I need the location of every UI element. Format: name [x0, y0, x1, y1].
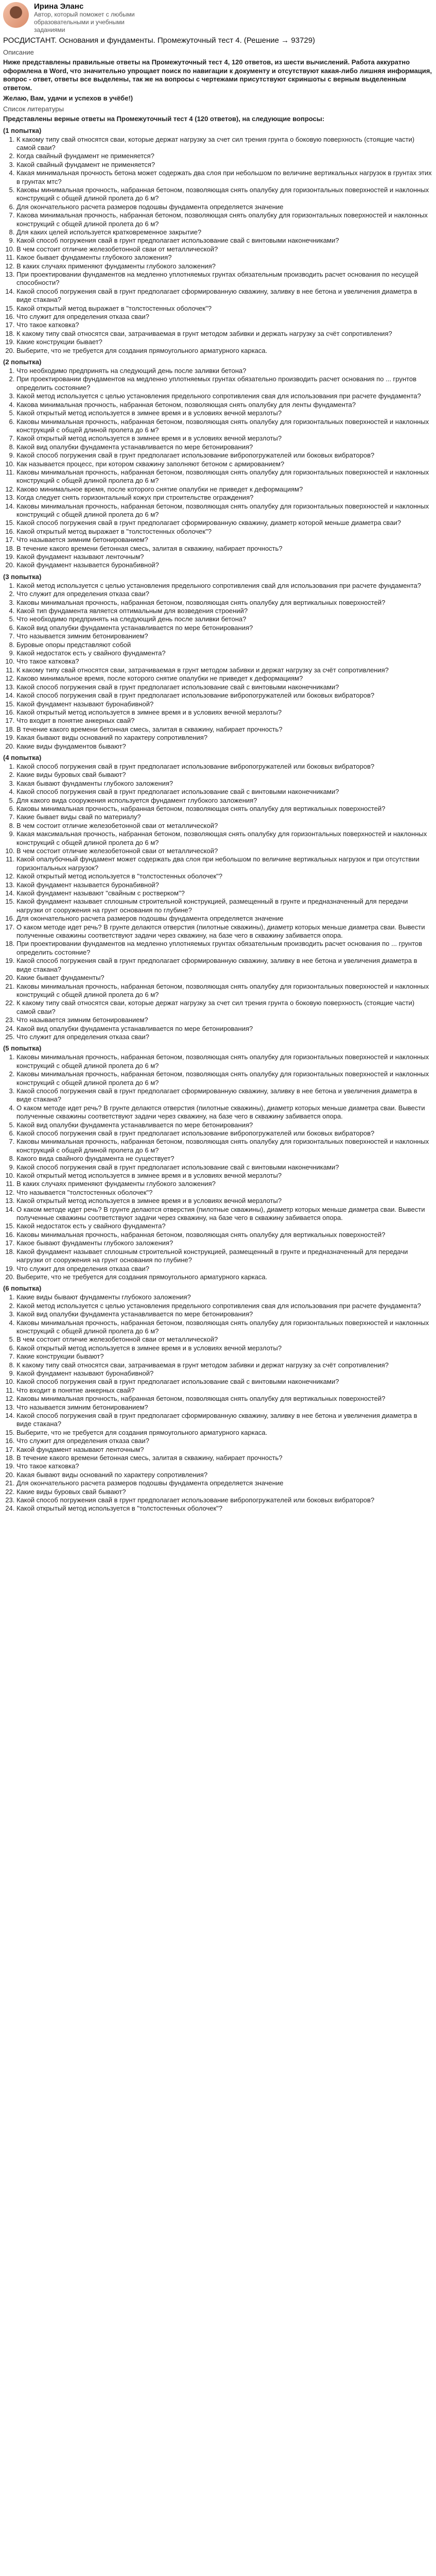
question-item: 13. Какой фундамент называется буронабивной? [16, 881, 433, 889]
question-item: 14. Какой фундамент называют "свайным с ростверком"? [16, 889, 433, 897]
question-item: 3. Какая бывают фундаменты глубокого заложения? [16, 779, 433, 788]
question-item: 2. Что служит для определения отказа сваи? [16, 590, 433, 598]
question-item: 6. Каковы минимальная прочность, набранная бетоном, позволяющая снять опалубку для вертикальных поверхностей? [16, 805, 433, 813]
question-list [3, 762, 433, 1041]
variant-title: (6 попытка) [3, 1284, 42, 1293]
question-item: 21. Для окончательного расчета размеров подошвы фундамента определяется значение [16, 1479, 433, 1487]
question-item: 21. Каковы минимальная прочность, набранная бетоном, позволяющая снять опалубку для горизонтальных поверхностей и наклонных конструкций с общей длиной пролета до 6 м? [16, 982, 433, 999]
question-item: 16. Какой открытый метод используется в зимнее время и в условиях вечной мерзлоты? [16, 708, 433, 717]
question-item: 10. Какой способ погружения свай в грунт предполагает использование свай с винтовыми наконечниками? [16, 1378, 433, 1386]
question-item: 11. Что входит в понятие анкерных свай? [16, 1386, 433, 1395]
question-item: 2. Когда свайный фундамент не применяется? [16, 152, 433, 160]
variant-title: (2 попытка) [3, 358, 42, 366]
question-item: 15. Какой недостаток есть у свайного фундамента? [16, 1222, 433, 1230]
question-item: 19. Что такое катковка? [16, 1462, 433, 1470]
question-item: 22. К какому типу свай относятся сваи, которые держат нагрузку за счет сил трения грунта о боковую поверхность (стоящие части) самой сваи? [16, 999, 433, 1016]
question-list [3, 367, 433, 570]
question-item: 10. В чем состоит отличие железобетонной сваи от металлической? [16, 245, 433, 253]
question-item: 14. Какой способ погружения свай в грунт предполагает сформированную скважину, заливку в нее бетона и увеличения диаметра в виде стакана? [16, 287, 433, 304]
author-avatar[interactable] [3, 2, 29, 28]
question-item: 10. В чем состоит отличие железобетонной сваи от металлической? [16, 847, 433, 855]
question-item: 4. О каком методе идет речь? В грунте делаются отверстия (пилотные скважины), диаметр которых меньше диаметра сваи. Вывести полученные скважины соответствуют задачи через скважину, на базе чего в скважину забивается опора. [16, 1104, 433, 1121]
question-item: 11. Какое бывает фундаменты глубокого заложения? [16, 253, 433, 262]
question-item: 16. Для окончательного расчета размеров подошвы фундамента определяется значение [16, 914, 433, 923]
question-item: 13. Какой способ погружения свай в грунт предполагает использование свай с винтовыми наконечниками? [16, 683, 433, 691]
question-item: 14. Какой способ погружения свай в грунт предполагает сформированную скважину, заливку в нее бетона и увеличения диаметра в виде стакана? [16, 1412, 433, 1429]
question-list [3, 1293, 433, 1513]
question-item: 7. Какие бывает виды свай по материалу? [16, 813, 433, 821]
question-item: 20. Выберите, что не требуется для создания прямоугольного арматурного каркаса. [16, 1273, 433, 1281]
question-item: 12. Каковы минимальная прочность, набранная бетоном, позволяющая снять опалубку для вертикальных поверхностей? [16, 1395, 433, 1403]
question-item: 4. Какой тип фундамента является оптимальным для возведения строений? [16, 607, 433, 615]
question-item: 20. Какой фундамент называется буронабивной? [16, 561, 433, 569]
question-item: 9. Какой способ погружения свай в грунт предполагает использование свай с винтовыми наконечниками? [16, 1163, 433, 1172]
question-item: 11. Какой опалубочный фундамент может содержать два слоя при небольшом по величине вертикальных нагрузок и при отсутствии горизонтальных нагрузок? [16, 855, 433, 872]
author-info [34, 2, 147, 34]
question-item: 2. При проектировании фундаментов на медленно уплотняемых грунтах обязательно производить расчет основания по ... грунтов определить состояние? [16, 375, 433, 392]
author-description: Автор, который поможет с любыми образовательными и учебными заданиями [34, 11, 135, 33]
question-item: 1. К какому типу свай относятся сваи, которые держат нагрузку за счет сил трения грунта о боковую поверхность (стоящие части) самой сваи? [16, 135, 433, 152]
question-item: 18. В течение какого времени бетонная смесь, залитая в скважину, набирает прочность? [16, 1454, 433, 1462]
question-item: 6. Каковы минимальная прочность, набранная бетоном, позволяющая снять опалубку для горизонтальных поверхностей и наклонных конструкций с общей длиной пролета до 6 м? [16, 418, 433, 435]
question-item: 14. Какой способ погружения свай в грунт предполагает использование вибропогружателей или боковых вибраторов? [16, 691, 433, 700]
question-item: 20. Какие бывает фундаменты? [16, 974, 433, 982]
wish-text: Желаю, Вам, удачи и успехов в учёбе!) [3, 94, 133, 102]
question-item: 12. Каково минимальное время, после которого снятие опалубки не приведет к деформациям? [16, 485, 433, 494]
question-item: 24. Какой вид опалубки фундамента устанавливается по мере бетонирования? [16, 1025, 433, 1033]
question-item: 3. Какой вид опалубки фундамента устанавливается по мере бетонирования? [16, 1310, 433, 1318]
question-item: 18. При проектировании фундаментов на медленно уплотняемых грунтах обязательным производить расчет основания по ... грунтов определить состояние? [16, 940, 433, 957]
question-item: 17. Что называется зимним бетонированием? [16, 536, 433, 544]
question-item: 13. Какой открытый метод используется в зимнее время и в условиях вечной мерзлоты? [16, 1197, 433, 1205]
question-item: 2. Какой метод используется с целью установления предельного сопротивления свая для использования при расчете фундамента? [16, 1302, 433, 1310]
question-item: 19. Какой способ погружения свай в грунт предполагает сформированную скважину, заливку в нее бетона и увеличения диаметра в виде стакана? [16, 957, 433, 974]
question-item: 17. Что входит в понятие анкерных свай? [16, 717, 433, 725]
question-item: 8. Буровые опоры представляют собой [16, 641, 433, 649]
variant-title: (5 попытка) [3, 1044, 42, 1053]
question-item: 16. Что служит для определения отказа сваи? [16, 313, 433, 321]
question-item: 6. Для окончательного расчета размеров подошвы фундамента определяется значение [16, 203, 433, 211]
question-item: 6. Какой открытый метод используется в зимнее время и в условиях вечной мерзлоты? [16, 1344, 433, 1352]
question-item: 12. Каково минимальное время, после которого снятие опалубки не приведет к деформациям? [16, 674, 433, 683]
question-item: 11. Каковы минимальная прочность, набранная бетоном, позволяющая снять опалубку для горизонтальных поверхностей и наклонных конструкций с общей длиной пролета до 6 м? [16, 468, 433, 485]
question-item: 24. Какой открытый метод используется в "толстостенных оболочек"? [16, 1504, 433, 1513]
question-item: 10. Какой открытый метод используется в зимнее время и в условиях вечной мерзлоты? [16, 1172, 433, 1180]
question-item: 1. Какой способ погружения свай в грунт предполагает использование вибропогружателей или боковых вибраторов? [16, 762, 433, 771]
question-item: 3. Какой свайный фундамент не применяется? [16, 161, 433, 169]
question-item: 7. Каковы минимальная прочность, набранная бетоном, позволяющая снять опалубку для горизонтальных поверхностей и наклонных конструкций с общей длиной пролета до 6 м? [16, 1138, 433, 1155]
question-item: 18. К какому типу свай относятся сваи, затрачиваемая в грунт методом забивки и держать нагрузку за счёт сопротивления? [16, 330, 433, 338]
question-item: 23. Какой способ погружения свай в грунт предполагает использование вибропогружателей или боковых вибраторов? [16, 1496, 433, 1504]
question-item: 19. Что служит для определения отказа сваи? [16, 1265, 433, 1273]
question-item: 9. Какой недостаток есть у свайного фундамента? [16, 649, 433, 657]
question-list [3, 135, 433, 355]
question-item: 18. В течение какого времени бетонная смесь, залитая в скважину, набирает прочность? [16, 545, 433, 553]
question-item: 1. Какие виды бывают фундаменты глубокого заложения? [16, 1293, 433, 1301]
question-item: 2. Каковы минимальная прочность, набранная бетоном, позволяющая снять опалубку для горизонтальных поверхностей и наклонных конструкций с общей длиной пролета до 6 м? [16, 1070, 433, 1087]
question-item: 11. В каких случаях применяют фундаменты глубокого заложения? [16, 1180, 433, 1188]
intro-text: Ниже представлены правильные ответы на Промежуточный тест 4, 120 ответов, из шести вычислений. Работа аккуратно оформлена в Word, что значительно упрощает поиск по навигации к документу и отсутствуют какая-либо лишняя информация, вопрос - ответ, ответы все выделены, так же на вопросы с чертежами присутствуют скриншоты с верным выделенным ответом. [3, 58, 432, 92]
question-item: 13. При проектировании фундаментов на медленно уплотняемых грунтах обязательным производить расчет основания по несущей способности? [16, 270, 433, 287]
question-item: 17. О каком методе идет речь? В грунте делаются отверстия (пилотные скважины), диаметр которых меньше диаметра сваи. Вывести полученные скважины соответствуют задачи через скважину, на базе чего в скважину забивается опора. [16, 923, 433, 940]
question-item: 5. Что необходимо предпринять на следующий день после заливки бетона? [16, 615, 433, 623]
question-item: 12. Какой открытый метод используется в "толстостенных оболочек"? [16, 872, 433, 880]
question-item: 13. Что называется зимним бетонированием? [16, 1403, 433, 1412]
question-item: 13. Когда следует снять горизонтальный кожух при строительстве ограждения? [16, 494, 433, 502]
question-item: 1. Что необходимо предпринять на следующий день после заливки бетона? [16, 367, 433, 375]
question-list [3, 582, 433, 751]
question-item: 9. Какая максимальная прочность, набранная бетоном, позволяющая снять опалубку для горизонтальных поверхностей и наклонных конструкций с общей длиной пролета до 6 м? [16, 830, 433, 847]
question-item: 1. Каковы минимальная прочность, набранная бетоном, позволяющая снять опалубку для горизонтальных поверхностей и наклонных конструкций с общей длиной пролета до 6 м? [16, 1053, 433, 1070]
question-item: 19. Какая бывают виды оснований по характеру сопротивления? [16, 734, 433, 742]
question-item: 5. Для какого вида сооружения используется фундамент глубокого заложения? [16, 796, 433, 805]
question-item: 16. Каковы минимальная прочность, набранная бетоном, позволяющая снять опалубку для вертикальных поверхностей? [16, 1231, 433, 1239]
question-item: 9. Какой фундамент называют буронабивной? [16, 1369, 433, 1378]
question-list [3, 1053, 433, 1281]
question-item: 15. Выберите, что не требуется для создания прямоугольного арматурного каркаса. [16, 1429, 433, 1437]
description-label: Описание [3, 48, 34, 56]
question-item: 12. В каких случаях применяют фундаменты глубокого заложения? [16, 262, 433, 270]
question-item: 20. Какие виды фундаментов бывают? [16, 742, 433, 751]
question-item: 15. Какой открытый метод выражает в "толстостенных оболочек"? [16, 304, 433, 313]
author-name[interactable]: Ирина Эланс [34, 2, 84, 11]
question-item: 14. Каковы минимальная прочность, набранная бетоном, позволяющая снять опалубку для горизонтальных поверхностей и наклонных конструкций с общей длиной пролета до 6 м? [16, 502, 433, 519]
question-item: 8. К какому типу свай относятся сваи, затрачиваемая в грунт методом забивки и держат нагрузку за счёт сопротивления? [16, 1361, 433, 1369]
question-item: 4. Какой способ погружения свай в грунт предполагает использование свай с винтовыми наконечниками? [16, 788, 433, 796]
question-item: 3. Какой способ погружения свай в грунт предполагает сформированную скважину, заливку в нее бетона и увеличения диаметра в виде стакана? [16, 1087, 433, 1104]
variants-container [3, 127, 433, 1513]
question-item: 5. В чем состоит отличие железобетонной сваи от металлической? [16, 1335, 433, 1344]
question-item: 11. К какому типу свай относятся сваи, затрачиваемая в грунт методом забивки и держат нагрузку за счёт сопротивления? [16, 666, 433, 674]
question-item: 15. Какой способ погружения свай в грунт предполагает сформированную скважину, диаметр которой меньше диаметра сваи? [16, 519, 433, 527]
question-item: 19. Какой фундамент называют ленточным? [16, 553, 433, 561]
question-item: 14. О каком методе идет речь? В грунте делаются отверстия (пилотные скважины), диаметр которых меньше диаметра сваи. Вывести полученные скважины соответствуют задачи через скважину, на базе чего в скважину забивается опора. [16, 1206, 433, 1223]
questions-intro: Представлены верные ответы на Промежуточный тест 4 (120 ответов), на следующие вопросы: [3, 115, 325, 123]
author-card [3, 0, 433, 32]
question-item: 23. Что называется зимним бетонированием? [16, 1016, 433, 1024]
question-item: 12. Что называется "толстостенных оболочек"? [16, 1189, 433, 1197]
question-item: 17. Какой фундамент называют ленточным? [16, 1446, 433, 1454]
question-item: 7. Какие конструкции бывают? [16, 1352, 433, 1361]
question-item: 5. Каковы минимальная прочность, набранная бетоном, позволяющая снять опалубку для горизонтальных поверхностей и наклонных конструкций с общей длиной пролета до 6 м? [16, 186, 433, 203]
question-item: 18. В течение какого времени бетонная смесь, залитая в скважину, набирает прочность? [16, 725, 433, 734]
question-item: 8. Для каких целей используется кратковременное закрытие? [16, 228, 433, 236]
question-item: 10. Как называется процесс, при котором скважину заполняют бетоном с армированием? [16, 460, 433, 468]
question-item: 17. Что такое катковка? [16, 321, 433, 329]
question-item: 6. Какой способ погружения свай в грунт предполагает использование вибропогружателей или боковых вибраторов? [16, 1129, 433, 1138]
question-item: 16. Какой открытый метод выражает в "толстостенных оболочек"? [16, 528, 433, 536]
question-item: 15. Какой фундамент называют буронабивной? [16, 700, 433, 708]
question-item: 8. Какого вида свайного фундамента не существует? [16, 1155, 433, 1163]
question-item: 4. Каковы минимальная прочность, набранная бетоном, позволяющая снять опалубку для горизонтальных поверхностей и наклонных конструкций с общей длиной пролета до 6 м? [16, 1319, 433, 1336]
question-item: 7. Что называется зимним бетонированием? [16, 632, 433, 640]
variant-title: (3 попытка) [3, 572, 42, 581]
question-item: 17. Какое бывают фундаменты глубокого заложения? [16, 1239, 433, 1247]
question-item: 15. Какой фундамент называет сплошным строительной конструкцией, размещенный в грунте и предназначенный для передачи нагрузки от сооружения на грунт основания по глубине? [16, 897, 433, 914]
question-item: 22. Какие виды буровых свай бывают? [16, 1488, 433, 1496]
question-item: 20. Какая бывают виды оснований по характеру сопротивления? [16, 1471, 433, 1479]
question-item: 4. Какая минимальная прочность бетона может содержать два слоя при небольшом по величине вертикальных нагрузок в грунтах этих в грунтах мтс? [16, 169, 433, 186]
question-item: 3. Каковы минимальная прочность, набранная бетоном, позволяющая снять опалубку для вертикальных поверхностей? [16, 599, 433, 607]
question-item: 5. Какой открытый метод используется в зимнее время и в условиях вечной мерзлоты? [16, 409, 433, 417]
document-title: РОСДИСТАНТ. Основания и фундаменты. Промежуточный тест 4. (Решение → 93729) [3, 36, 316, 45]
question-item: 8. Какой вид опалубки фундамента устанавливается по мере бетонирования? [16, 443, 433, 451]
question-item: 10. Что такое катковка? [16, 657, 433, 666]
variant-title: (1 попытка) [3, 126, 42, 134]
question-item: 7. Какой открытый метод используется в зимнее время и в условиях вечной мерзлоты? [16, 434, 433, 443]
question-item: 16. Что служит для определения отказа сваи? [16, 1437, 433, 1445]
question-item: 1. Какой метод используется с целью установления предельного сопротивления свай для использования при расчете фундамента? [16, 582, 433, 590]
literature-label: Список литературы [3, 105, 64, 113]
question-item: 19. Какие конструкции бывает? [16, 338, 433, 346]
question-item: 18. Какой фундамент называет сплошным строительной конструкцией, размещенный в грунте и предназначенный для передачи нагрузки от сооружения на грунт основания по глубине? [16, 1248, 433, 1265]
question-item: 6. Какой вид опалубки фундамента устанавливается по мере бетонирования? [16, 624, 433, 632]
question-item: 8. В чем состоит отличие железобетонной сваи от металлической? [16, 822, 433, 830]
question-item: 25. Что служит для определения отказа сваи? [16, 1033, 433, 1041]
question-item: 5. Какой вид опалубки фундамента устанавливается по мере бетонирования? [16, 1121, 433, 1129]
question-item: 2. Какие виды буровых свай бывают? [16, 771, 433, 779]
variant-title: (4 попытка) [3, 753, 42, 761]
question-item: 9. Какой способ погружения свай в грунт предполагает использование вибропогружателей или боковых вибраторов? [16, 451, 433, 460]
question-item: 7. Какова минимальная прочность, набранная бетоном, позволяющая снять опалубку для горизонтальных поверхностей и наклонных конструкций с общей длиной пролета до 6 м? [16, 211, 433, 228]
question-item: 20. Выберите, что не требуется для создания прямоугольного арматурного каркаса. [16, 347, 433, 355]
question-item: 4. Какова минимальная прочность, набранная бетоном, позволяющая снять опалубку для ленты фундамента? [16, 401, 433, 409]
question-item: 3. Какой метод используется с целью установления предельного сопротивления свая для использования при расчете фундамента? [16, 392, 433, 400]
question-item: 9. Какой способ погружения свай в грунт предполагает использование свай с винтовыми наконечниками? [16, 236, 433, 245]
